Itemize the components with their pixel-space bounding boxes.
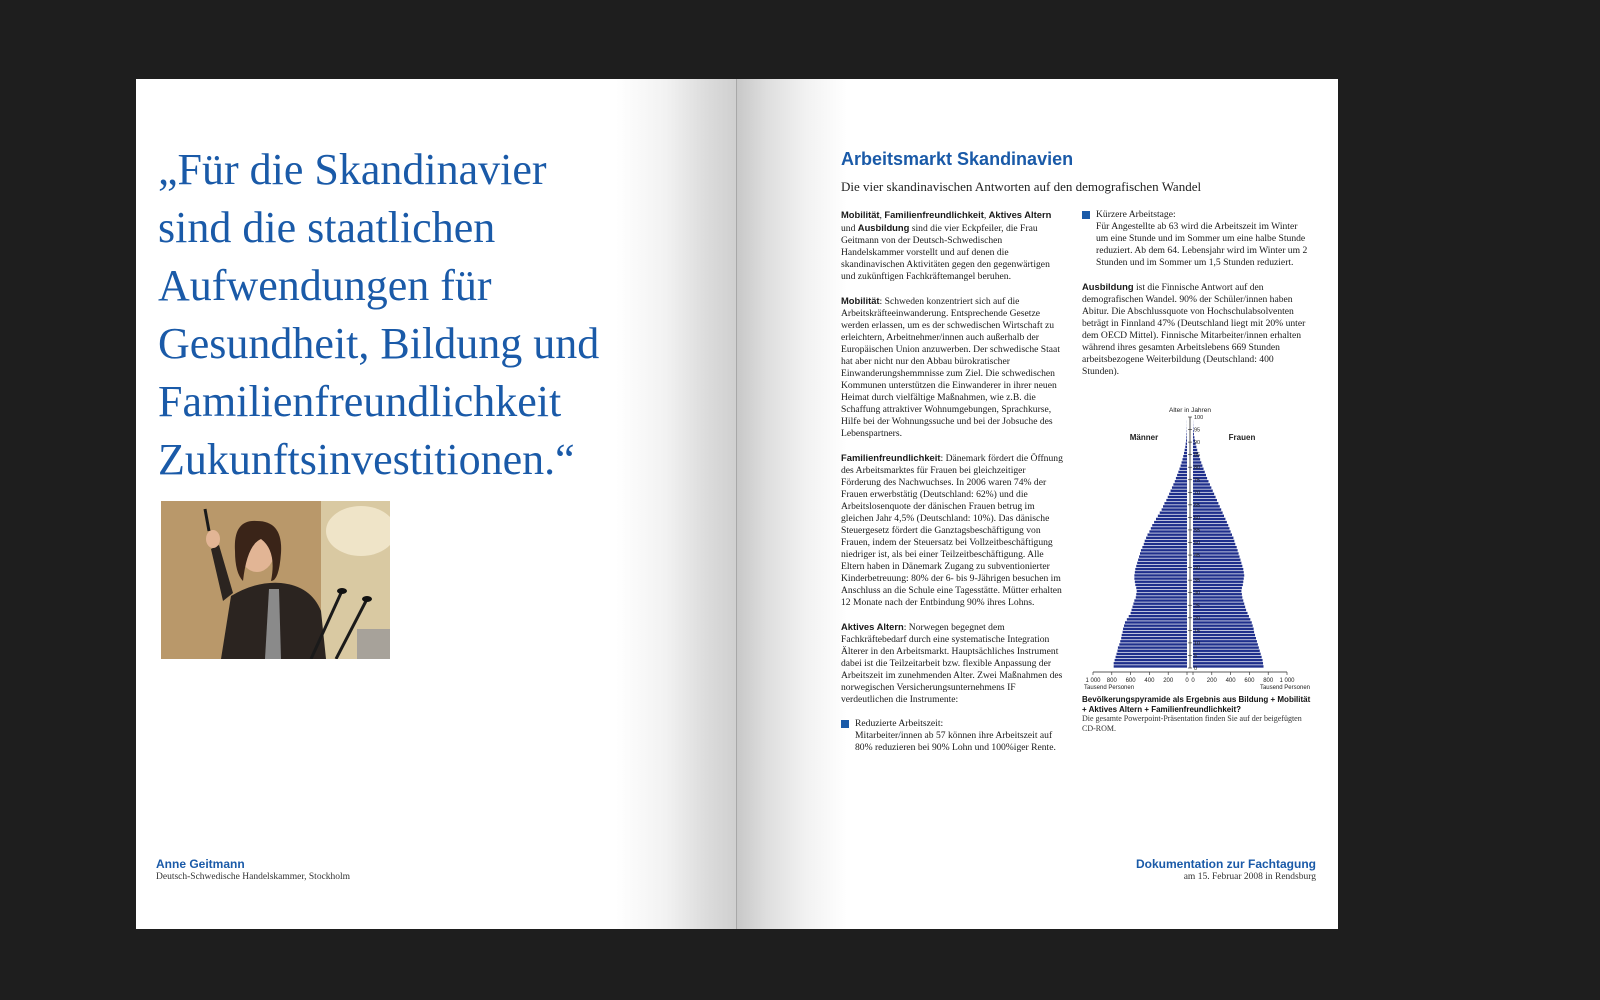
bar-frauen [1193, 646, 1259, 648]
footer-date: am 15. Februar 2008 in Rendsburg [1183, 872, 1316, 882]
bar-frauen [1193, 631, 1254, 633]
text-column-2 [1082, 209, 1312, 390]
bar-maenner [1144, 543, 1187, 545]
age-tick-label: 40 [1194, 565, 1201, 572]
bar-maenner [1160, 511, 1187, 513]
paragraph-text: ist die Finnische Antwort auf den demografischen Wandel. 90% der Schüler/innen haben Abitur. Die Abschlussquote von Hochschulabsolventen beträgt in Finnland 47% (Deutschland liegt mit 20% unter dem OECD Mittel). Finnische Mitarbeiter/innen erhalten während ihres gesamten Arbeitslebens 669 Stunden arbeitsbezogene Weiterbildung (Deutschland: 400 Stunden). [1082, 282, 1306, 377]
bar-maenner [1182, 458, 1187, 460]
bar-frauen [1193, 461, 1201, 463]
paragraph-label: Ausbildung [1082, 281, 1134, 292]
bar-maenner [1134, 574, 1187, 576]
x-tick-label: 0 [1185, 678, 1189, 684]
age-tick-label: 55 [1194, 527, 1201, 534]
population-pyramid [1082, 404, 1312, 694]
paragraph-label: Familienfreundlichkeit [841, 452, 941, 463]
bar-frauen [1193, 606, 1245, 608]
altern-paragraph [841, 621, 1066, 706]
age-tick-label: 85 [1194, 452, 1201, 459]
speaker-name: Anne Geitmann [156, 857, 245, 871]
paragraph-label: Aktives Altern [841, 621, 904, 632]
bar-maenner [1134, 599, 1187, 601]
bar-maenner [1120, 640, 1187, 642]
bar-maenner [1132, 606, 1187, 608]
bar-maenner [1119, 643, 1187, 645]
bar-maenner [1172, 486, 1187, 488]
age-tick-label: 15 [1194, 628, 1201, 635]
bar-frauen [1193, 549, 1238, 551]
bar-maenner [1163, 505, 1187, 507]
x-tick-label: 200 [1163, 678, 1174, 684]
bar-frauen [1193, 499, 1217, 501]
x-tick-label: 200 [1206, 678, 1217, 684]
bar-frauen [1193, 615, 1249, 617]
intro-bold: Familienfreundlichkeit [884, 209, 984, 220]
bar-maenner [1115, 659, 1187, 661]
bar-frauen [1193, 587, 1242, 589]
bar-frauen [1193, 577, 1244, 579]
bar-maenner [1129, 615, 1187, 617]
bar-frauen [1193, 634, 1255, 636]
bar-maenner [1186, 442, 1187, 444]
bar-maenner [1117, 653, 1188, 655]
bar-frauen [1193, 571, 1244, 573]
speaker-photo [161, 501, 390, 659]
bar-frauen [1193, 562, 1241, 564]
bar-maenner [1116, 656, 1187, 658]
bar-maenner [1166, 499, 1187, 501]
bullet-text: Mitarbeiter/innen ab 57 können ihre Arbeitszeit auf 80% reduzieren bei 90% Lohn und 100%iger Rente. [855, 730, 1056, 753]
bar-maenner [1125, 621, 1187, 623]
bar-maenner [1158, 515, 1187, 517]
bar-maenner [1135, 571, 1187, 573]
bar-maenner [1171, 490, 1187, 492]
age-tick-label: 5 [1194, 653, 1198, 660]
pull-quote [158, 141, 658, 489]
bar-maenner [1179, 468, 1187, 470]
chart-caption [1082, 695, 1317, 733]
paragraph-text: : Dänemark fördert die Öffnung des Arbeitsmarktes für Frauen bei gleichzeitiger Förderung des Nachwuchses. In 2006 waren 74% der Frauen erwerbstätig (Deutschland: 62%) und die Arbeitslosenquote der dänischen Frauen betrug im gleichen Jahr 4,5% (Deutschland: 10%). Das dänische Steuergesetz fördert die Ganztagsbeschäftigung von Frauen, indem der Steuersatz bei Vollzeitbeschäftigung niedriger ist, als bei einer Teilzeitbeschäftigung. Alle Eltern haben in Dänemark Zugang zu subventionierter Kinderbetreuung: 80% der 6- bis 9-Jährigen besuchen im Anschluss an die Schule eine Tagesstätte. Mütter erhalten 12 Monate nach der Entbindung 90% ihres Lohns. [841, 453, 1063, 608]
bar-frauen [1193, 565, 1242, 567]
x-tick-label: 600 [1244, 678, 1255, 684]
age-tick-label: 35 [1194, 578, 1201, 585]
bar-frauen [1193, 662, 1263, 664]
bar-maenner [1185, 446, 1187, 448]
bar-maenner [1124, 624, 1187, 626]
bullet-title: Kürzere Arbeitstage: [1096, 209, 1176, 220]
bar-frauen [1193, 486, 1211, 488]
age-tick-label: 65 [1194, 502, 1201, 509]
quote-line: Gesundheit, Bildung und [158, 319, 600, 368]
age-tick-label: 10 [1194, 640, 1201, 647]
ausbildung-paragraph [1082, 281, 1312, 378]
intro-bold: Ausbildung [857, 222, 910, 233]
bar-frauen [1193, 537, 1233, 539]
age-tick-label: 80 [1194, 465, 1201, 472]
age-tick-label: 0 [1194, 666, 1198, 672]
bar-frauen [1193, 612, 1248, 614]
article-subtitle: Die vier skandinavischen Antworten auf den demografischen Wandel [841, 179, 1202, 194]
bar-maenner [1136, 593, 1187, 595]
bar-maenner [1148, 533, 1187, 535]
age-tick-label: 95 [1194, 427, 1201, 434]
x-axis-label-right: Tausend Personen [1259, 685, 1310, 691]
bar-frauen [1193, 628, 1254, 630]
legend-frauen: Frauen [1228, 433, 1256, 442]
bullet-item [1082, 209, 1312, 269]
bar-frauen [1193, 524, 1228, 526]
bar-maenner [1151, 527, 1187, 529]
bar-maenner [1135, 568, 1187, 570]
bar-maenner [1132, 609, 1187, 611]
bar-frauen [1193, 599, 1243, 601]
bar-maenner [1135, 584, 1187, 586]
bar-frauen [1193, 449, 1197, 451]
mobilitaet-paragraph [841, 295, 1066, 440]
bar-maenner [1141, 549, 1187, 551]
bar-frauen [1193, 584, 1243, 586]
bar-maenner [1137, 590, 1187, 592]
x-tick-label: 1 000 [1279, 678, 1295, 684]
age-tick-label: 45 [1194, 553, 1201, 560]
bar-maenner [1183, 455, 1187, 457]
bar-frauen [1193, 511, 1223, 513]
bar-frauen [1193, 436, 1194, 438]
bar-maenner [1186, 439, 1187, 441]
bar-frauen [1193, 581, 1243, 583]
bullet-text: Für Angestellte ab 63 wird die Arbeitszeit im Winter um eine Stunde und im Sommer um eine halbe Stunde reduziert. Ab dem 64. Lebensjahr wird im Winter um 2 Stunden und im Sommer um 1,5 Stunden reduziert. [1096, 221, 1308, 268]
quote-line: sind die staatlichen [158, 203, 496, 252]
x-tick-label: 400 [1144, 678, 1155, 684]
bar-maenner [1117, 650, 1187, 652]
bar-maenner [1136, 596, 1187, 598]
paragraph-label: Mobilität [841, 295, 880, 306]
intro-separator: und [841, 223, 858, 234]
bar-maenner [1118, 646, 1187, 648]
bar-maenner [1131, 612, 1187, 614]
bar-maenner [1114, 662, 1187, 664]
x-tick-label: 800 [1263, 678, 1274, 684]
bar-maenner [1173, 483, 1187, 485]
bar-frauen [1193, 590, 1241, 592]
intro-separator: , [983, 210, 989, 221]
bullet-item [841, 718, 1066, 754]
bar-maenner [1135, 581, 1187, 583]
legend-maenner: Männer [1129, 433, 1159, 442]
age-tick-label: 60 [1194, 515, 1201, 522]
magazine-spread [136, 79, 1338, 929]
right-page [737, 79, 1338, 929]
bullet-square-icon [1082, 211, 1090, 219]
bar-maenner [1178, 471, 1187, 473]
bar-frauen [1193, 609, 1246, 611]
bar-frauen [1193, 624, 1253, 626]
bar-maenner [1136, 565, 1187, 567]
age-tick-label: 30 [1194, 590, 1201, 597]
bar-frauen [1193, 653, 1261, 655]
bar-maenner [1185, 449, 1187, 451]
bar-frauen [1193, 602, 1244, 604]
bar-maenner [1138, 559, 1187, 561]
paragraph-text: : Norwegen begegnet dem Fachkräftebedarf durch eine systematische Integration Älterer in den Arbeitsmarkt. Hauptsächliches Instrument dabei ist die Teilzeitarbeit bzw. flexible Anpassung der Arbeitszeit im zunehmenden Alter. Zwei Maßnahmen des norwegischen Versicherungsunternehmens IF verdeutlichen die Instrumente: [841, 622, 1063, 705]
bar-maenner [1182, 461, 1187, 463]
bar-maenner [1149, 530, 1187, 532]
caption-bold: Bevölkerungspyramide als Ergebnis aus Bildung + Mobilität + Aktives Altern + Familienfreundlichkeit? [1082, 695, 1311, 714]
bar-frauen [1193, 574, 1244, 576]
bar-maenner [1123, 628, 1187, 630]
speaker-organization: Deutsch-Schwedische Handelskammer, Stockholm [156, 872, 351, 882]
x-tick-label: 0 [1191, 678, 1195, 684]
bar-maenner [1169, 493, 1187, 495]
text-column-1 [841, 209, 1066, 766]
quote-line: „Für die Skandinavier [158, 145, 547, 194]
quote-line: Zukunftsinvestitionen.“ [158, 435, 575, 484]
age-tick-label: 100 [1194, 415, 1204, 421]
bar-maenner [1137, 562, 1187, 564]
bar-maenner [1154, 521, 1187, 523]
bar-maenner [1140, 552, 1187, 554]
intro-bold: Aktives Altern [988, 209, 1052, 220]
bar-frauen [1193, 665, 1264, 667]
bar-frauen [1193, 621, 1252, 623]
x-tick-label: 800 [1106, 678, 1117, 684]
bar-maenner [1145, 540, 1187, 542]
quote-line: Aufwendungen für [158, 261, 492, 310]
bar-maenner [1176, 477, 1187, 479]
x-axis-label-left: Tausend Personen [1084, 685, 1135, 691]
bar-maenner [1146, 537, 1187, 539]
caption-text: Die gesamte Powerpoint-Präsentation finden Sie auf der beigefügten CD-ROM. [1082, 714, 1302, 733]
bullet-title: Reduzierte Arbeitszeit: [855, 718, 944, 729]
age-tick-label: 90 [1194, 440, 1201, 447]
article-title: Arbeitsmarkt Skandinavien [841, 149, 1074, 169]
x-tick-label: 400 [1225, 678, 1236, 684]
bar-maenner [1134, 577, 1187, 579]
chart-title: Alter in Jahren [1169, 407, 1211, 414]
speaker-photo-illustration [161, 501, 390, 659]
bar-maenner [1136, 587, 1187, 589]
age-tick-label: 75 [1194, 477, 1201, 484]
age-tick-label: 25 [1194, 603, 1201, 610]
bar-frauen [1193, 650, 1260, 652]
x-tick-label: 1 000 [1085, 678, 1101, 684]
bar-frauen [1193, 637, 1256, 639]
bar-frauen [1193, 640, 1257, 642]
bar-maenner [1123, 631, 1187, 633]
bar-maenner [1122, 634, 1187, 636]
bar-maenner [1152, 524, 1187, 526]
bar-maenner [1162, 508, 1187, 510]
bar-maenner [1175, 480, 1187, 482]
bar-frauen [1193, 656, 1262, 658]
bar-maenner [1121, 637, 1187, 639]
age-tick-label: 50 [1194, 540, 1201, 547]
bar-maenner [1181, 464, 1187, 466]
bar-maenner [1127, 618, 1187, 620]
bar-maenner [1114, 665, 1187, 667]
quote-line: Familienfreundlichkeit [158, 377, 562, 426]
left-page [136, 79, 737, 929]
age-tick-label: 20 [1194, 615, 1201, 622]
age-tick-label: 70 [1194, 490, 1201, 497]
bar-frauen [1193, 596, 1242, 598]
bar-maenner [1156, 518, 1187, 520]
bar-maenner [1133, 602, 1187, 604]
x-tick-label: 600 [1125, 678, 1136, 684]
footer-title: Dokumentation zur Fachtagung [1136, 857, 1316, 871]
intro-bold: Mobilität [841, 209, 880, 220]
intro-text: sind die vier Eckpfeiler, die Frau Geitmann von der Deutsch-Schwedischen Handelskammer vorstellt und auf denen die skandinavischen Aktivitäten gegen den gegenwärtigen und zukünftigen Fachkräftemangel beruhen. [841, 223, 1050, 282]
intro-paragraph [841, 209, 1066, 283]
population-pyramid-chart [1082, 404, 1312, 694]
paragraph-text: : Schweden konzentriert sich auf die Arbeitskräfteeinwanderung. Entsprechende Gesetze werden erlassen, um es der schwedischen Wirtschaft zu erleichtern, Arbeitnehmer/innen auch außerhalb der Europäischen Union anzuwerben. Der schwedische Staat hat aber nicht nur den Abbau bürokratischer Einwanderungshemmnisse zum Ziel. Die schwedischen Kommunen unterstützen die Einwanderer in ihrer neuen Heimat durch vielfältige Maßnahmen, wie z.B. die Schaffung attraktiver Wohnumgebungen, Sprachkurse, Hilfe bei der Wohnungssuche und bei der Jobsuche des Lebenspartners. [841, 296, 1060, 439]
bar-maenner [1164, 502, 1187, 504]
familie-paragraph [841, 452, 1066, 609]
bar-maenner [1177, 474, 1187, 476]
bar-maenner [1184, 452, 1187, 454]
bar-frauen [1193, 474, 1206, 476]
bar-frauen [1193, 659, 1263, 661]
bar-maenner [1168, 496, 1187, 498]
bar-maenner [1142, 546, 1187, 548]
intro-separator: , [879, 210, 885, 221]
bar-maenner [1186, 436, 1187, 438]
bullet-square-icon [841, 720, 849, 728]
bar-maenner [1139, 555, 1187, 557]
